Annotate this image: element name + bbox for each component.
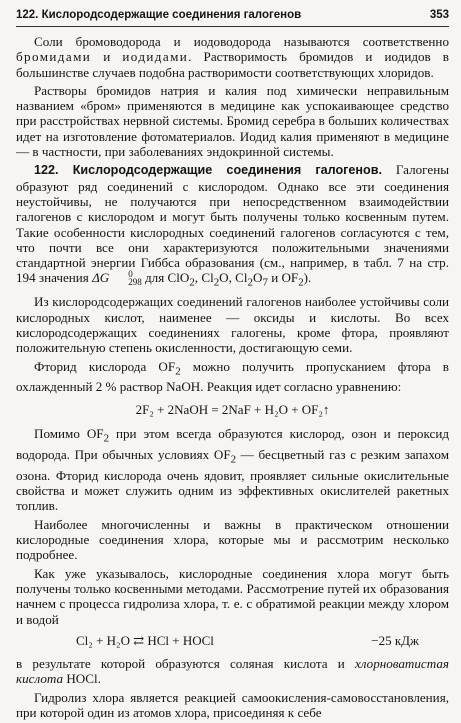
paragraph-hydrolysis-redox: Гидролиз хлора является реакцией самоокисления-самовосстановления, при которой один из атомов хлора, присоединяя к себе	[16, 689, 449, 721]
header-title: 122. Кислородсодержащие соединения галогенов	[16, 9, 302, 21]
equation-hydrolysis-enthalpy: −25 кДж	[371, 632, 419, 648]
paragraph-section-122: 122. Кислородсодержащие соединения галогенов. Галогены образуют ряд соединений с кислородом. Однако все эти соединения неустойчивы, не получаются при непосредственном взаимодействии галогенов с кислородом и могут быть получены только косвенным путем. Такие особенности кислородных соединений галогенов согласуются с тем, что почти все они характеризуются положительными значениями стандартной энергии Гиббса образования (см., например, в табл. 7 на стр. 194 значения ΔG 0 298 для ClO$_2$, $Cl_2O$, $Cl_2O_7$ и $OF_2$).	[16, 162, 449, 290]
paragraph-of2-properties: Помимо $OF_2$ при этом всегда образуются кислород, озон и пероксид водорода. При обычных условиях $OF_2$ — бесцветный газ с резким запахом озона. Фторид кислорода очень ядовит, проявляет сильные окислительные свойства и может служить одним из эффективных окислителей ракетных топлив.	[16, 426, 449, 514]
equation-of2: 2F₂ + 2NaOH = 2NaF + H₂O + OF₂↑	[135, 401, 330, 417]
page-number: 353	[429, 9, 449, 21]
equation-hydrolysis	[16, 633, 449, 648]
running-header	[16, 4, 449, 27]
paragraph-chlorine-compounds: Наиболее многочисленны и важны в практическом отношении кислородные соединения хлора, которые мы и рассмотрим несколько подробнее.	[16, 516, 449, 563]
term-iodides: иодидами	[122, 49, 189, 65]
section-heading: 122. Кислородсодержащие соединения галогенов.	[34, 163, 382, 178]
paragraph-hydrolysis-intro: Как уже указывалось, кислородные соединения хлора могут быть получены только косвенными методами. Рассмотрение путей их образования начнем с процесса гидролиза хлора, т. е. с обратимой реакции между хлором и водой	[16, 565, 449, 627]
paragraph-bromide-uses: Растворы бромидов натрия и калия под химически неправильным названием «бром» применяются в медицине как успокаивающее средство при расстройствах нервной системы. Бромид серебра в больших количествах идет на изготовление фотоматериалов. Иодид калия применяют в медицине — в частности, при заболеваниях эндокринной системы.	[16, 82, 449, 160]
equation-hydrolysis-reaction: Cl₂ + H₂O ⇄ HCl + HOCl	[76, 632, 214, 648]
paragraph-hydrolysis-result: в результате которой образуются соляная кислота и хлорноватистая кислота HOCl.	[16, 656, 449, 687]
term-bromides: бромидами	[16, 49, 92, 65]
paragraph-bromides: Соли бромоводорода и иодоводорода называются соответственно бромидами и иодидами. Растворимость бромидов и иодидов в большинстве случаев подобна растворимости соответствующих хлоридов.	[16, 34, 449, 80]
paragraph-of2-preparation: Фторид кислорода $OF_2$ можно получить пропусканием фтора в охлажденный 2 % раствор NaOH. Реакция идет согласно уравнению:	[16, 358, 449, 395]
paragraph-oxygen-compounds: Из кислородсодержащих соединений галогенов наиболее устойчивы соли кислородных кислот, наименее — оксиды и кислоты. Во всех кислородсодержащих соединениях галогены, кроме фтора, проявляют положительную степень окисленности, достигающую семи.	[16, 294, 449, 356]
term-hypochlorous-acid: хлорноватистая кислота	[16, 656, 449, 687]
page-body	[16, 34, 449, 723]
